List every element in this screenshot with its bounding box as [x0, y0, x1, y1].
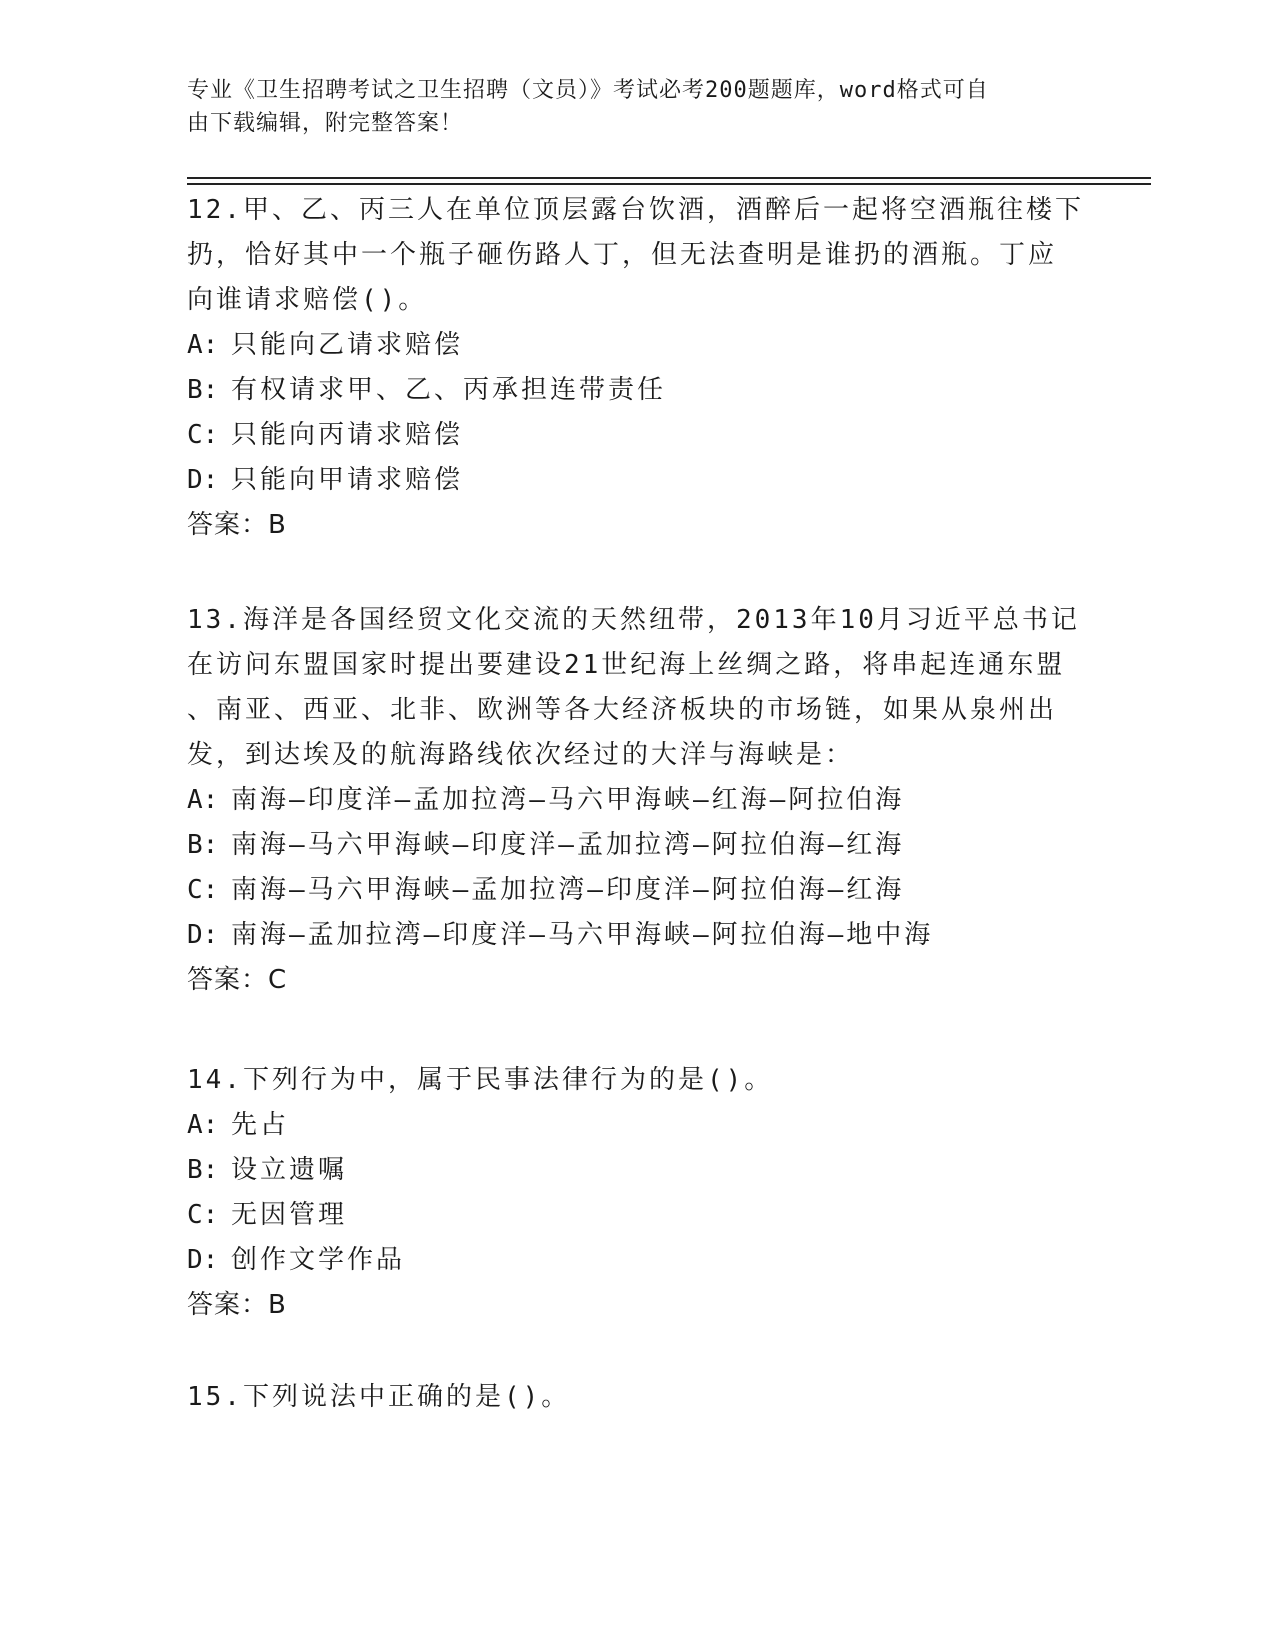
- option-b: B: 设立遗嘱: [187, 1155, 348, 1185]
- question-stem: 14.下列行为中，属于民事法律行为的是()。: [187, 1065, 774, 1095]
- answer: 答案：B: [187, 1290, 287, 1320]
- option-b: B: 有权请求甲、乙、丙承担连带责任: [187, 375, 667, 405]
- question-15: [187, 1375, 1087, 1420]
- document-header: [187, 74, 1067, 140]
- question-12: [187, 188, 1087, 548]
- header-divider: [187, 177, 1151, 179]
- question-stem: 12.甲、乙、丙三人在单位顶层露台饮酒，酒醉后一起将空酒瓶往楼下 扔，恰好其中一个瓶子砸伤路人丁，但无法查明是谁扔的酒瓶。丁应 向谁请求赔偿()。: [187, 195, 1084, 315]
- question-13: [187, 598, 1087, 1003]
- answer: 答案：C: [187, 965, 288, 995]
- option-c: C: 无因管理: [187, 1200, 348, 1230]
- option-d: D: 只能向甲请求赔偿: [187, 465, 464, 495]
- answer: 答案：B: [187, 510, 287, 540]
- option-c: C: 南海—马六甲海峡—孟加拉湾—印度洋—阿拉伯海—红海: [187, 875, 905, 905]
- option-d: D: 南海—孟加拉湾—印度洋—马六甲海峡—阿拉伯海—地中海: [187, 920, 934, 950]
- question-14: [187, 1058, 1087, 1328]
- option-a: A: 先占: [187, 1110, 290, 1140]
- header-divider: [187, 183, 1151, 185]
- option-d: D: 创作文学作品: [187, 1245, 406, 1275]
- header-line: 由下载编辑，附完整答案！: [187, 111, 464, 136]
- option-a: A: 只能向乙请求赔偿: [187, 330, 464, 360]
- question-stem: 13.海洋是各国经贸文化交流的天然纽带，2013年10月习近平总书记 在访问东盟国家时提出要建设21世纪海上丝绸之路，将串起连通东盟 、南亚、西亚、北非、欧洲等各大经济板块的市场链，如果从泉州出 发，到达埃及的航海路线依次经过的大洋与海峡是：: [187, 605, 1080, 770]
- option-b: B: 南海—马六甲海峡—印度洋—孟加拉湾—阿拉伯海—红海: [187, 830, 905, 860]
- header-line: 专业《卫生招聘考试之卫生招聘（文员）》考试必考200题题库，word格式可自: [187, 78, 989, 103]
- option-c: C: 只能向丙请求赔偿: [187, 420, 464, 450]
- option-a: A: 南海—印度洋—孟加拉湾—马六甲海峡—红海—阿拉伯海: [187, 785, 905, 815]
- question-stem: 15.下列说法中正确的是()。: [187, 1382, 571, 1412]
